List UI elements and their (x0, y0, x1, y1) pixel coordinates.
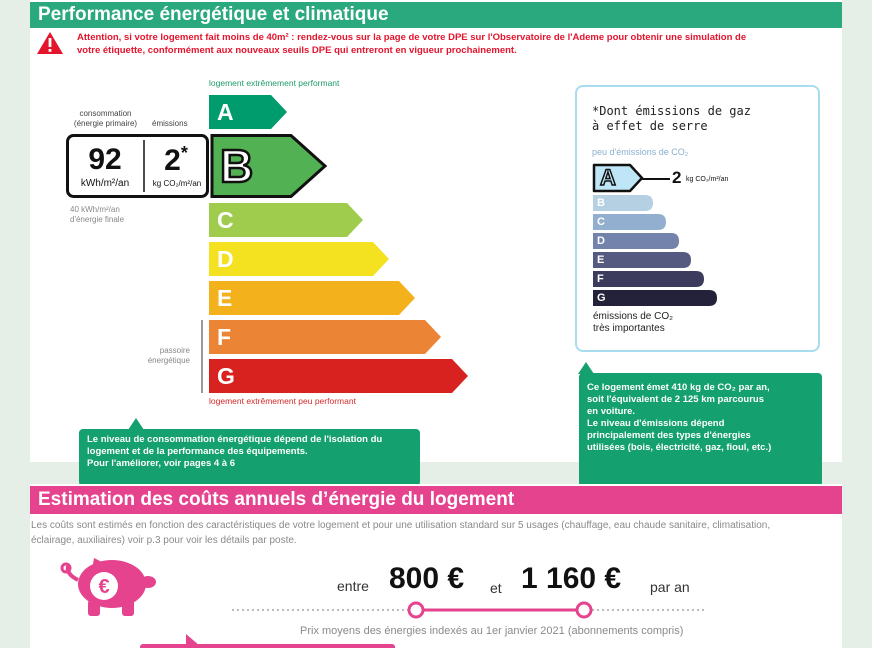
ges-class-b-letter: B (597, 197, 605, 209)
current-class-letter: B (220, 140, 254, 192)
ges-class-e-shape (593, 252, 691, 268)
ges-bottom-label-line2: très importantes (593, 323, 665, 334)
dpe-section-title: Performance énergétique et climatique (30, 2, 842, 28)
warning-line-2: votre étiquette, conformément aux nouveaux seuils DPE qui entreront en vigueur prochainement. (77, 45, 517, 56)
ges-note-line1: *Dont émissions de gaz (592, 104, 751, 118)
emissions-label: émissions (152, 119, 188, 128)
energy-class-e-shape (209, 281, 415, 315)
energy-class-d-letter: D (217, 246, 234, 272)
energy-class-a-letter: A (217, 99, 234, 125)
ges-class-g-letter: G (597, 292, 606, 304)
current-class-box (66, 134, 328, 198)
energy-class-g-letter: G (217, 363, 235, 389)
ges-note-line2: à effet de serre (592, 119, 708, 133)
ges-class-g (593, 290, 717, 306)
ges-unit: kg CO₂/m²/an (686, 176, 729, 183)
warning-icon (36, 31, 64, 55)
ges-bottom-label (593, 311, 673, 335)
svg-text:€: € (98, 576, 110, 598)
consumption-unit: kWh/m²/an (80, 178, 130, 189)
emissions-bubble-line1: Ce logement émet 410 kg de CO₂ par an, (587, 382, 770, 393)
price-et: et (490, 580, 502, 596)
price-note: Prix moyens des énergies indexés au 1er janvier 2021 (abonnements compris) (300, 625, 684, 637)
top-performance-label: logement extrêmement performant (209, 78, 340, 88)
ges-class-c-letter: C (597, 216, 605, 228)
ges-class-b (593, 195, 653, 211)
energy-class-c (209, 203, 363, 237)
energy-class-d (209, 242, 389, 276)
emissions-bubble-line4: Le niveau d'émissions dépend (587, 418, 725, 429)
cost-section-title: Estimation des coûts annuels d’énergie du logement (30, 486, 842, 514)
emissions-bubble-line3: en voiture. (587, 406, 636, 417)
price-par-an: par an (650, 579, 690, 595)
energy-class-f-shape (209, 320, 441, 354)
ges-class-d-shape (593, 233, 679, 249)
emissions-bubble-line5: principalement des types d'énergies (587, 430, 751, 441)
passoire-label (130, 346, 190, 366)
consumption-label-line2: (énergie primaire) (73, 119, 138, 128)
price-high: 1 160 € (521, 562, 622, 595)
energy-class-e (209, 281, 415, 315)
ges-note (592, 104, 751, 134)
ges-class-e-letter: E (597, 254, 605, 266)
consumption-bubble-line1: Le niveau de consommation énergétique dépend de l'isolation du (87, 434, 383, 445)
ges-class-d-letter: D (597, 235, 605, 247)
price-low: 800 € (389, 562, 465, 595)
ges-class-g-shape (593, 290, 717, 306)
passoire-bracket (201, 320, 203, 393)
consumption-label-line1: consommation (79, 109, 132, 118)
cost-description (31, 518, 846, 548)
energy-class-g (209, 359, 468, 393)
consumption-value: 92 (88, 143, 122, 176)
consumption-label (68, 109, 143, 129)
ges-value-leader (642, 178, 670, 180)
bottom-pink-bar (140, 644, 395, 648)
final-energy-caption: d'énergie finale (70, 215, 125, 224)
ges-class-d (593, 233, 679, 249)
consumption-bubble-line2: logement et de la performance des équipements. (87, 446, 308, 457)
emissions-number: 2 (164, 144, 181, 177)
final-energy-value: 40 kWh/m²/an (70, 205, 120, 214)
ges-class-f (593, 271, 704, 287)
consumption-info-bubble (79, 429, 420, 486)
emissions-value (146, 143, 206, 178)
passoire-label-line1: passoire (159, 346, 190, 355)
bottom-pink-pointer (186, 634, 200, 646)
energy-class-d-shape (209, 242, 389, 276)
ges-current-class-letter: A (600, 165, 616, 190)
emissions-unit: kg CO₂/m²/an (152, 179, 202, 188)
emissions-info-bubble (579, 373, 822, 487)
warning-line-1: Attention, si votre logement fait moins de 40m² : rendez-vous sur la page de votre DPE sur l'Observatoire de l'Ademe pour obtenir une simulation de (77, 32, 747, 43)
price-entre: entre (337, 578, 369, 594)
energy-class-f (209, 320, 441, 354)
cost-description-line2: éclairage, auxiliaires) voir p.3 pour voir les détails par poste. (31, 535, 297, 546)
emissions-bubble-line2: soit l'équivalent de 2 125 km parcourus (587, 394, 765, 405)
emissions-star: * (180, 143, 188, 163)
energy-class-a (209, 95, 287, 129)
ges-class-f-shape (593, 271, 704, 287)
passoire-label-line2: énergétique (147, 356, 190, 365)
energy-class-f-letter: F (217, 324, 232, 350)
energy-class-g-shape (209, 359, 468, 393)
cost-description-line1: Les coûts sont estimés en fonction des caractéristiques de votre logement et pour une utilisation standard sur 5 usages (chauffage, eau chaude sanitaire, climatisation, (31, 520, 771, 531)
emissions-bubble-line6: utilisées (bois, électricité, gaz, fioul, etc.) (587, 442, 772, 453)
ges-class-e (593, 252, 691, 268)
ges-class-c (593, 214, 666, 230)
ges-value: 2 (672, 168, 682, 187)
energy-class-e-letter: E (217, 285, 233, 311)
price-range-line (230, 600, 708, 620)
piggy-bank-icon (60, 552, 156, 618)
consumption-bubble-line3: Pour l'améliorer, voir pages 4 à 6 (87, 458, 235, 469)
energy-class-c-letter: C (217, 207, 234, 233)
ges-top-label: peu d'émissions de CO₂ (592, 147, 689, 157)
final-energy-label (70, 205, 124, 225)
ges-class-f-letter: F (597, 273, 604, 285)
ges-bottom-label-line1: émissions de CO₂ (593, 311, 674, 322)
bottom-performance-label: logement extrêmement peu performant (209, 396, 356, 406)
